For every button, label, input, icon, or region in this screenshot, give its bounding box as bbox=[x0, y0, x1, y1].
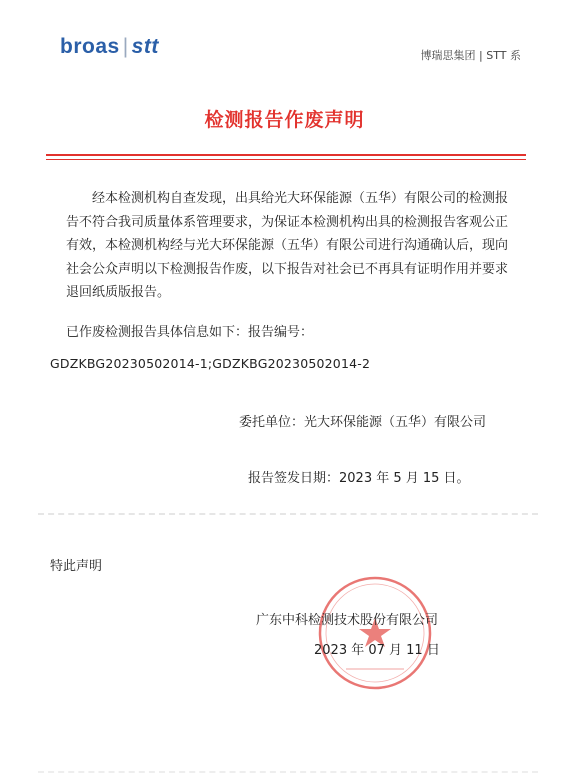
bottom-fold-line bbox=[38, 771, 538, 773]
report-numbers: GDZKBG20230502014-1;GDZKBG20230502014-2 bbox=[50, 356, 371, 371]
logo-stt-text: stt bbox=[131, 35, 159, 58]
issue-date-line: 报告签发日期：2023 年 5 月 15 日。 bbox=[248, 471, 470, 486]
company-logo bbox=[60, 35, 159, 59]
statement-paragraph: 经本检测机构自查发现，出具给光大环保能源（五华）有限公司的检测报告不符合我司质量体系管理要求，为保证本检测机构出具的检测报告客观公正有效，本检测机构经与光大环保能源（五华）有限公司进行沟通确认后，现向社会公众声明以下检测报告作废，以下报告对社会已不再具有证明作用并要求退回纸质版报告。 bbox=[66, 191, 509, 300]
title-divider-thin bbox=[46, 159, 526, 160]
logo-separator: | bbox=[122, 35, 129, 58]
group-label: 博瑞思集团 | STT 系 bbox=[420, 49, 521, 62]
logo-broas-text: broas bbox=[60, 35, 120, 58]
signature-date: 2023 年 07 月 11 日 bbox=[314, 643, 440, 658]
title-divider-thick bbox=[46, 154, 526, 156]
signature-company: 广东中科检测技术股份有限公司 bbox=[256, 613, 439, 628]
special-statement: 特此声明 bbox=[50, 559, 103, 574]
report-info-line: 已作废检测报告具体信息如下：报告编号： bbox=[66, 325, 314, 340]
company-seal-stamp bbox=[316, 574, 434, 692]
document-title: 检测报告作废声明 bbox=[204, 109, 365, 131]
client-line: 委托单位：光大环保能源（五华）有限公司 bbox=[239, 415, 487, 430]
fold-line bbox=[38, 513, 538, 515]
